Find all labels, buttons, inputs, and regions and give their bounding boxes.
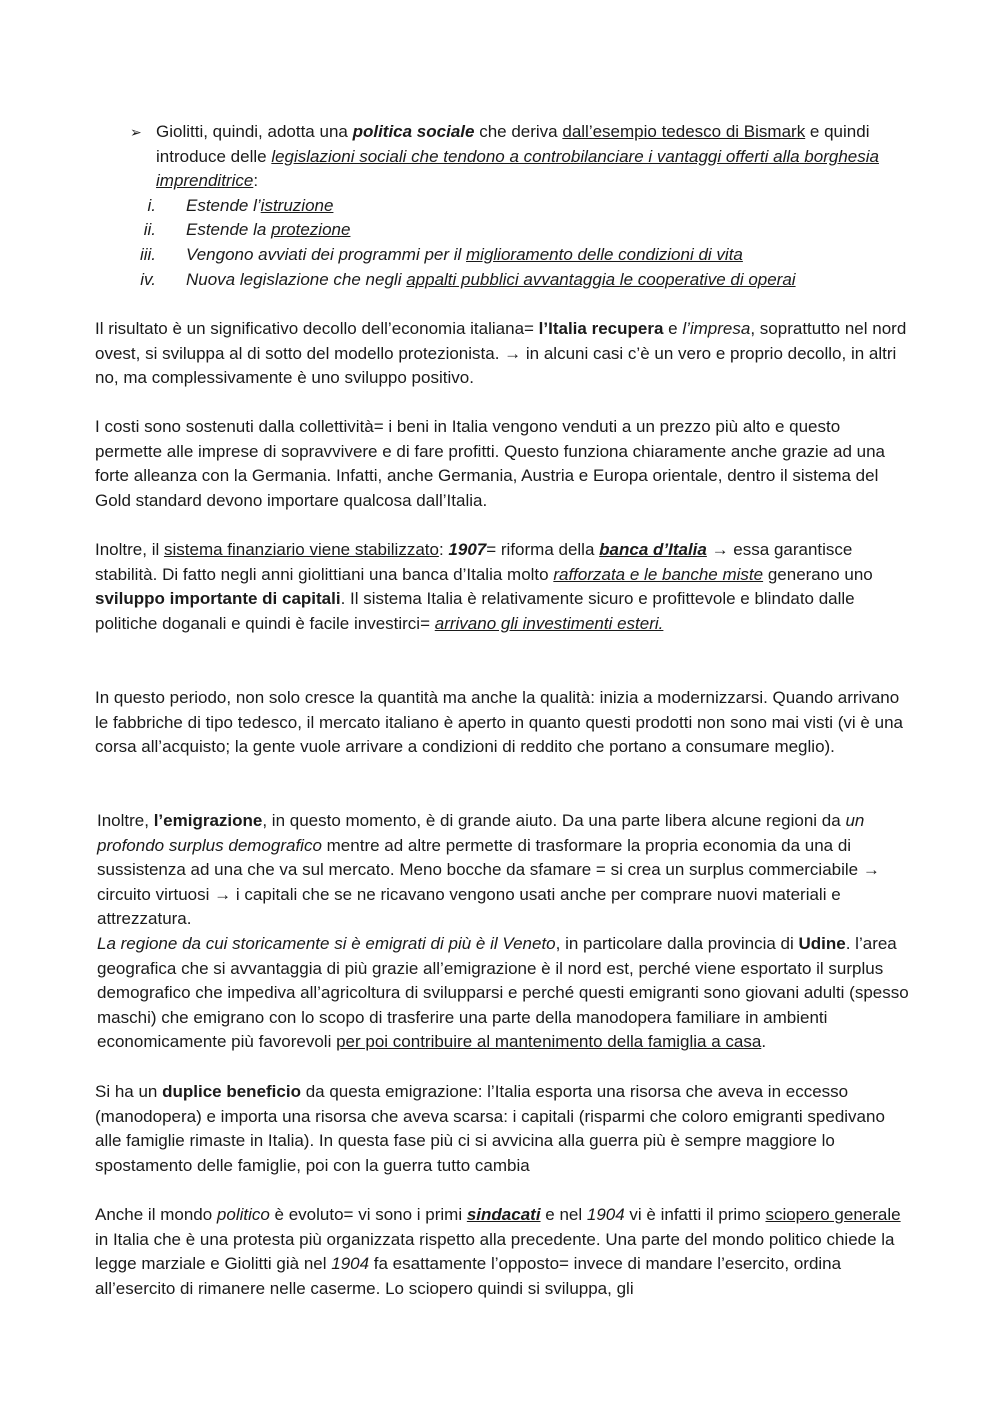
bold-text: l’emigrazione	[153, 811, 263, 830]
list-item	[130, 218, 900, 243]
text-run: .	[761, 1032, 767, 1052]
text-run: :	[253, 171, 259, 191]
list-item	[130, 243, 900, 268]
bullet-list	[130, 120, 900, 292]
year-1907: 1907	[448, 540, 487, 559]
underline-text: istruzione	[260, 195, 334, 215]
text-run: generano uno	[763, 564, 873, 584]
paragraph-veneto	[97, 932, 912, 1055]
text-run: e	[663, 319, 683, 338]
paragraph-costi: I costi sono sostenuti dalla collettività= i beni in Italia vengono venduti a un prezzo più alto e questo permette alle imprese di sopravvivere e di fare profitti. Questo funziona chiaramente anche grazie ad una forte alleanza con la Germania. Infatti, anche Germania, Austria e Europa orientale, dentro il sistema del Gold standard devono importare qualcosa dall’Italia.	[95, 417, 885, 510]
text-run: . l’area geografica che si avvantaggia di più grazie all’emigrazione è il nord est, perché viene esportato il surplus demografico che impediva all’agricoltura di svilupparsi e perché questi emigranti sono giovani adulti (spesso maschi) che emigrano con lo scopo di trasferire una parte della manodopera familiare in ambienti economicamente più favorevoli	[97, 934, 909, 1052]
text-run: è evoluto= vi sono i primi	[269, 1205, 467, 1224]
underline-bismark: dall’esempio tedesco di Bismark	[562, 122, 806, 141]
text-run: Vengono avviati dei programmi per il	[186, 244, 467, 264]
paragraph-sistema-finanziario	[95, 538, 910, 636]
underline-text: arrivano gli investimenti esteri.	[434, 613, 664, 633]
text-run: vi è infatti il primo	[624, 1205, 766, 1224]
text-run: Anche il mondo	[95, 1205, 217, 1224]
sindacati-text: sindacati	[466, 1205, 541, 1224]
paragraph-risultato	[95, 317, 910, 391]
text-run: Giolitti, quindi, adotta una	[156, 122, 353, 141]
paragraph-duplice-beneficio	[95, 1080, 910, 1178]
list-number: iv.	[140, 269, 156, 289]
paragraph-emigrazione	[97, 809, 912, 932]
text-run: Nuova legislazione che negli	[186, 269, 407, 289]
text-run: , in questo momento, è di grande aiuto. Da una parte libera alcune regioni da	[262, 811, 846, 830]
year-1904: 1904	[586, 1205, 625, 1224]
text-run: Estende la	[186, 220, 272, 240]
text-run: Si ha un	[95, 1082, 163, 1101]
roman-list	[130, 194, 900, 292]
text-run: da questa emigrazione: l’Italia esporta una risorsa che aveva in eccesso (manodopera) e importa una risorsa che aveva scarsa: i capitali (risparmi che coloro emigranti spedivano alle famiglie rimaste in Italia). In questa fase più ci si avvicina alla guerra più è sempre maggiore lo spostamento delle famiglie, poi con la guerra tutto cambia	[95, 1082, 885, 1175]
paragraph-politico	[95, 1203, 910, 1301]
paragraph-qualita: In questo periodo, non solo cresce la quantità ma anche la qualità: inizia a modernizzarsi. Quando arrivano le fabbriche di tipo tedesco, il mercato italiano è aperto in quanto questi prodotti non sono mai visti (vi è una corsa all’acquisto; la gente vuole arrivare a condizioni di reddito che portano a consumare meglio).	[95, 688, 903, 757]
text-run: , in particolare dalla provincia di	[555, 934, 799, 953]
list-item	[130, 268, 900, 293]
text-run: Estende l’	[186, 195, 261, 215]
italic-text: l’impresa	[682, 319, 751, 338]
bold-text: Udine	[798, 934, 846, 953]
arrow-bullet-icon: ➢	[130, 124, 142, 140]
text-run: e quindi introduce delle	[156, 122, 870, 166]
text-run: . Il sistema Italia è relativamente sicuro e profittevole e blindato dalle politiche doganali e quindi è facile investirci=	[95, 589, 855, 633]
list-number: iii.	[139, 244, 156, 264]
bold-text: l’Italia recupera	[538, 319, 664, 338]
year-1904: 1904	[331, 1254, 370, 1274]
emphasis-politica-sociale: politica sociale	[352, 122, 475, 141]
list-number: i.	[147, 195, 156, 215]
text-run: Inoltre,	[97, 811, 154, 830]
underline-text: appalti pubblici avvantaggia le cooperative di operai	[406, 269, 796, 289]
text-run: mentre ad altre permette di trasformare la propria economia da una di sussistenza ad una che va sul mercato. Meno bocche da sfamare = si crea un surplus commerciabile → circuito virtuosi → i capitali che se ne ricavano vengono usati anche per comprare nuovi materiali e attrezzatura.	[97, 835, 880, 929]
underline-text: rafforzata e le banche miste	[553, 564, 764, 584]
text-run: → essa garantisce stabilità. Di fatto negli anni giolittiani una banca d’Italia molto	[95, 540, 853, 584]
bullet-item	[130, 120, 900, 194]
italic-text: politico	[216, 1205, 270, 1224]
text-run: Inoltre, il	[95, 540, 164, 559]
text-run: = riforma della	[486, 540, 600, 559]
italic-text: La regione da cui storicamente si è emigrati di più è il Veneto	[97, 934, 556, 953]
italic-text: un profondo surplus demografico	[97, 811, 865, 855]
bold-text: duplice beneficio	[162, 1082, 301, 1101]
text-run: e nel	[540, 1205, 587, 1224]
list-number: ii.	[143, 220, 156, 240]
text-run: in Italia che è una protesta più organizzata rispetto alla precedente. Una parte del mondo politico chiede la legge marziale e Giolitti già nel	[95, 1229, 895, 1274]
list-item	[130, 194, 900, 219]
underline-text: sistema finanziario viene stabilizzato	[163, 540, 439, 559]
text-run: :	[438, 540, 449, 559]
bold-text: sviluppo importante di capitali	[95, 589, 341, 609]
text-run: Il risultato è un significativo decollo dell’economia italiana=	[95, 319, 539, 338]
underline-text: miglioramento delle condizioni di vita	[466, 244, 743, 264]
underline-text: sciopero generale	[765, 1205, 901, 1224]
text-run: , soprattutto nel nord ovest, si sviluppa al di sotto del modello protezionista. → in alcuni casi c’è un vero e proprio decollo, in altri no, ma complessivamente è uno sviluppo positivo.	[95, 319, 907, 388]
text-run: che deriva	[474, 122, 563, 141]
underline-text: protezione	[271, 220, 351, 240]
underline-text: per poi contribuire al mantenimento della famiglia a casa	[336, 1032, 762, 1052]
text-run: fa esattamente l’opposto= invece di mandare l’esercito, ordina all’esercito di rimanere nelle caserme. Lo sciopero quindi si sviluppa, gli	[95, 1254, 842, 1298]
underline-legislazioni: legislazioni sociali che tendono a controbilanciare i vantaggi offerti alla borghesia imprenditrice	[156, 146, 879, 191]
banca-italia-text: banca d’Italia	[599, 540, 707, 559]
